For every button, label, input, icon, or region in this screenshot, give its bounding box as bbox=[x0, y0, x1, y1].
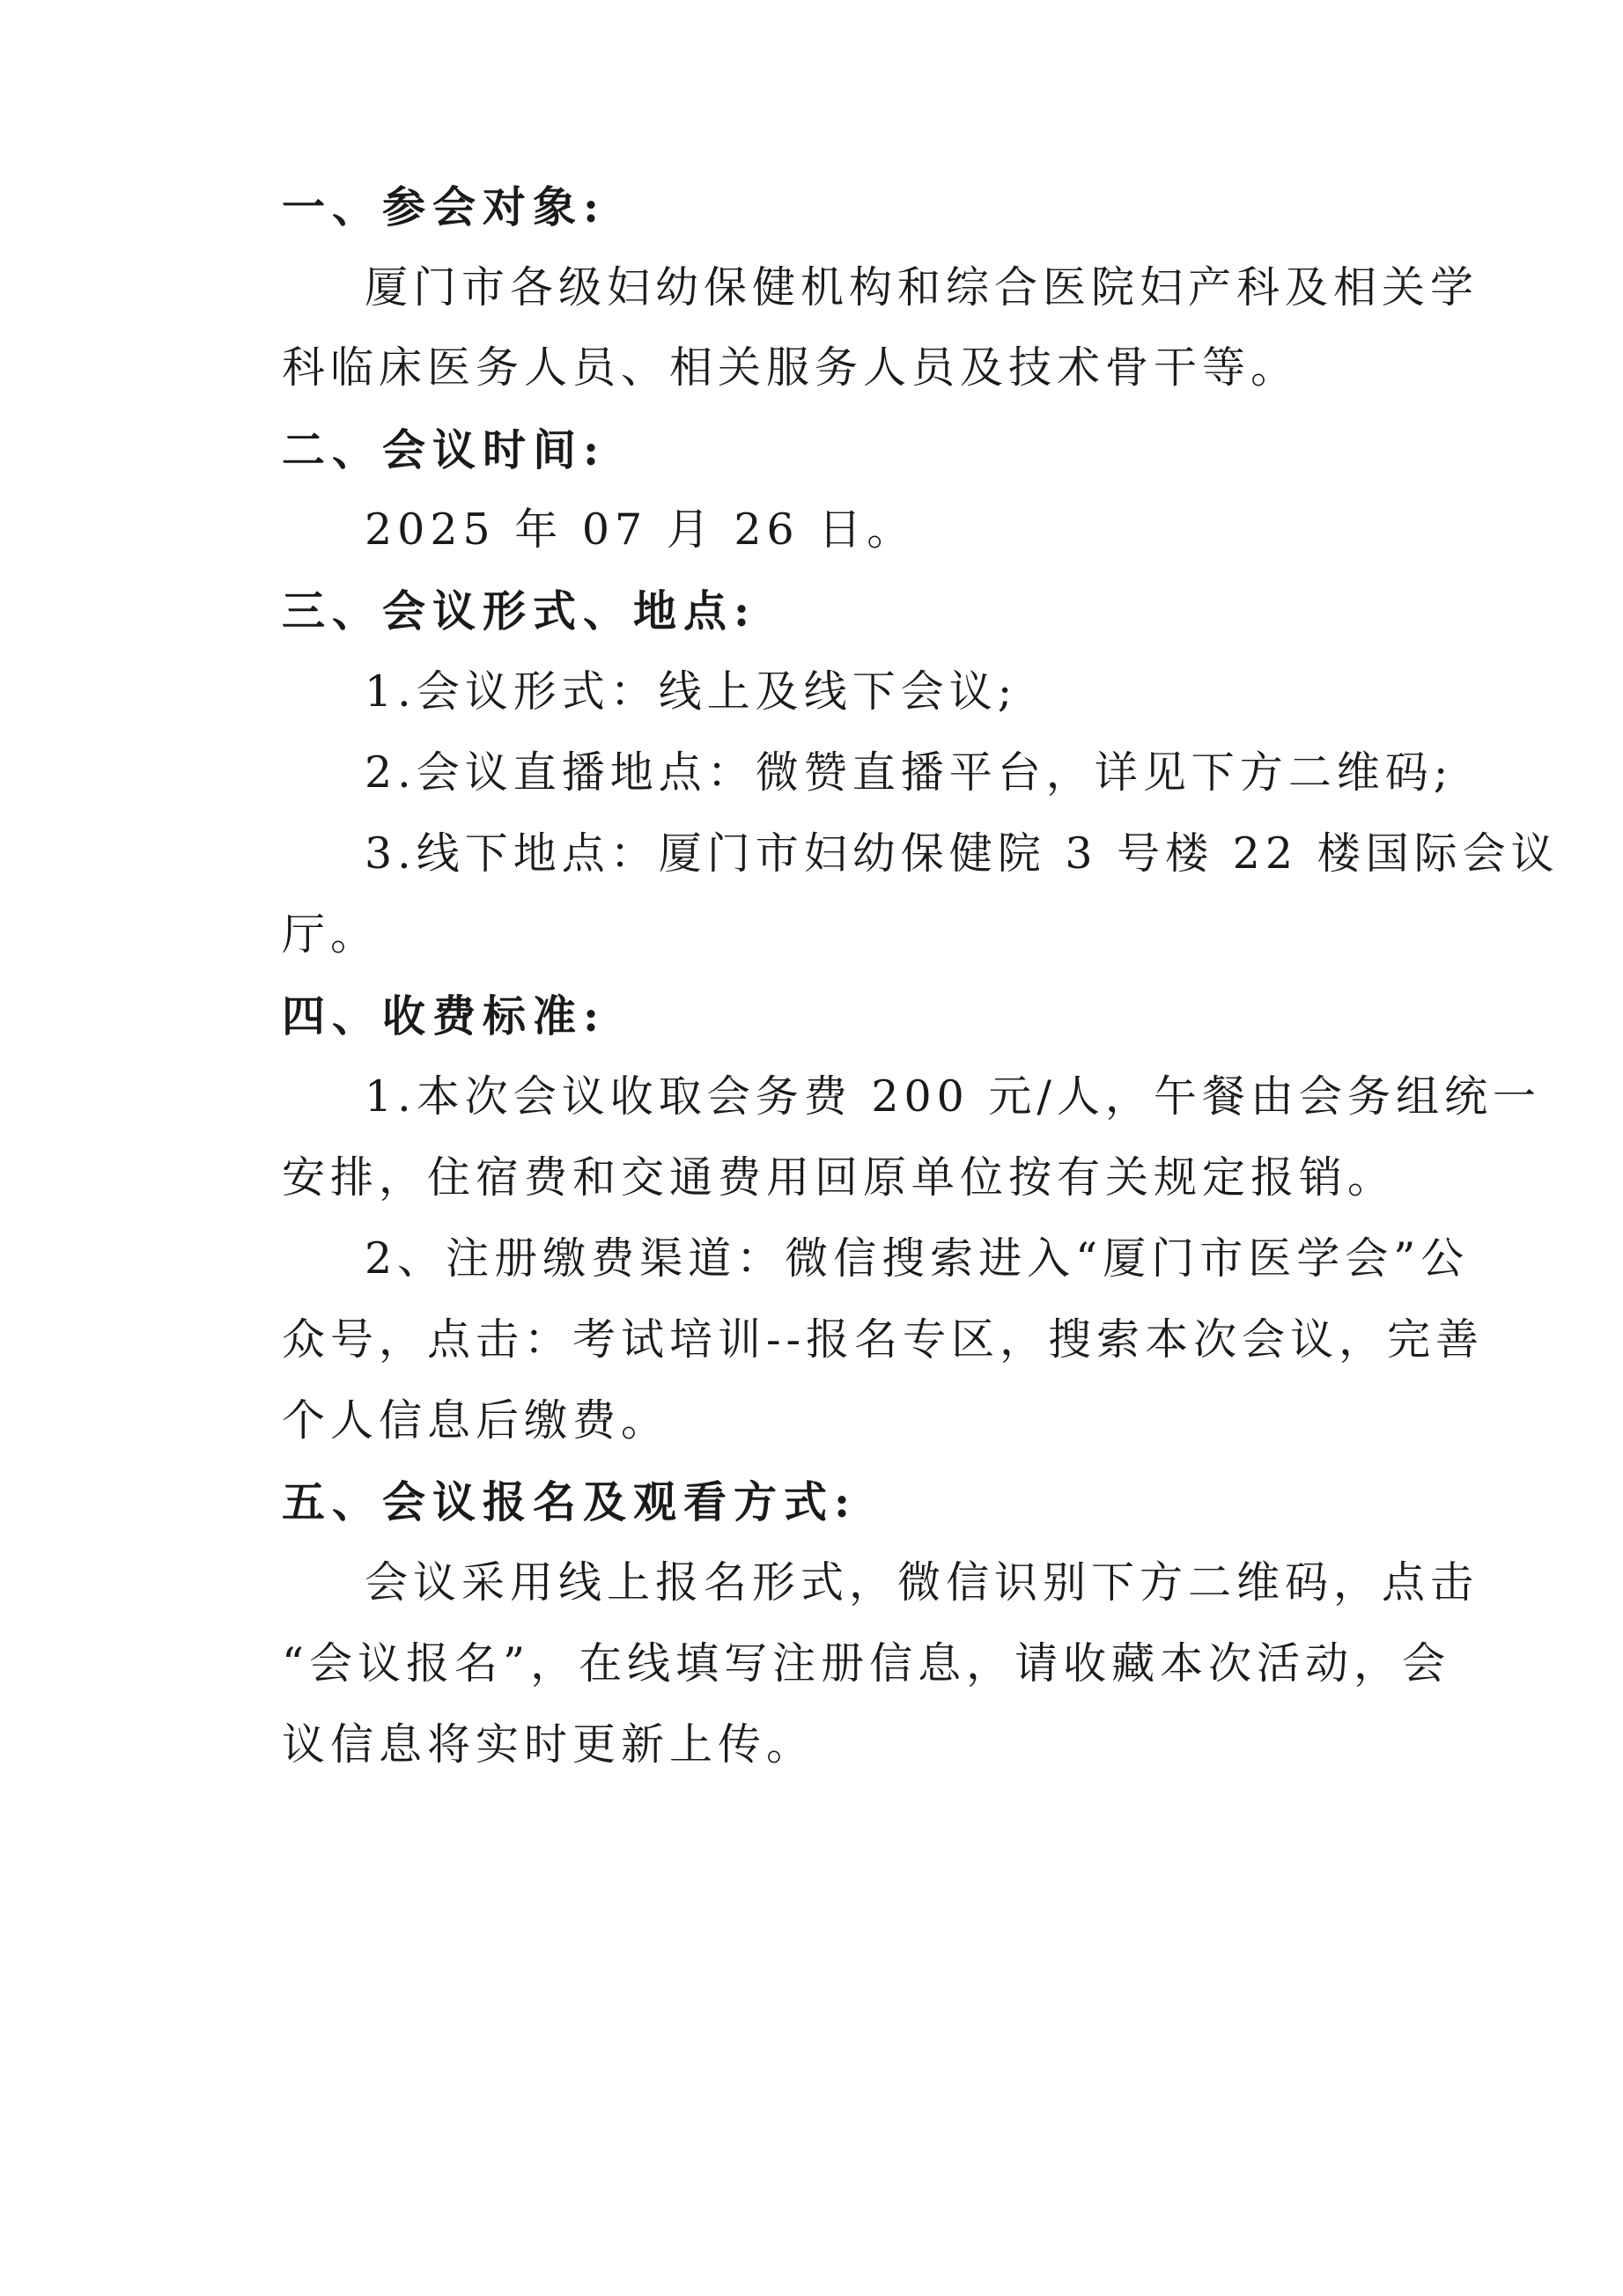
section-1-line-2: 科临床医务人员、相关服务人员及技术骨干等。 bbox=[282, 342, 1300, 393]
section-1-line-1: 厦门市各级妇幼保健机构和综合医院妇产科及相关学 bbox=[365, 262, 1479, 313]
section-heading-1: 一、参会对象: bbox=[282, 181, 607, 232]
section-5-line-1: 会议采用线上报名形式，微信识别下方二维码，点击 bbox=[365, 1557, 1479, 1608]
section-4-line-4: 众号，点击：考试培训--报名专区，搜索本次会议，完善 bbox=[282, 1314, 1485, 1365]
section-heading-3: 三、会议形式、地点: bbox=[282, 585, 757, 637]
section-2-line-1: 2025 年 07 月 26 日。 bbox=[365, 504, 916, 555]
section-4-line-1: 1.本次会议收取会务费 200 元/人，午餐由会务组统一 bbox=[365, 1071, 1541, 1122]
section-heading-2: 二、会议时间: bbox=[282, 424, 607, 475]
section-heading-5: 五、会议报名及观看方式: bbox=[282, 1476, 858, 1527]
section-3-line-4: 厅。 bbox=[282, 909, 380, 960]
section-3-line-1: 1.会议形式：线上及线下会议; bbox=[365, 666, 1018, 717]
section-4-line-2: 安排，住宿费和交通费用回原单位按有关规定报销。 bbox=[282, 1152, 1397, 1203]
section-3-line-2: 2.会议直播地点：微赞直播平台，详见下方二维码; bbox=[365, 747, 1454, 798]
section-5-line-3: 议信息将实时更新上传。 bbox=[282, 1719, 815, 1770]
section-4-line-3: 2、注册缴费渠道：微信搜索进入“厦门市医学会”公 bbox=[365, 1233, 1470, 1284]
section-4-line-5: 个人信息后缴费。 bbox=[282, 1395, 670, 1446]
section-heading-4: 四、收费标准: bbox=[282, 990, 607, 1041]
section-3-line-3: 3.线下地点：厦门市妇幼保健院 3 号楼 22 楼国际会议 bbox=[365, 828, 1560, 879]
section-5-line-2: “会议报名”，在线填写注册信息，请收藏本次活动，会 bbox=[282, 1638, 1451, 1689]
